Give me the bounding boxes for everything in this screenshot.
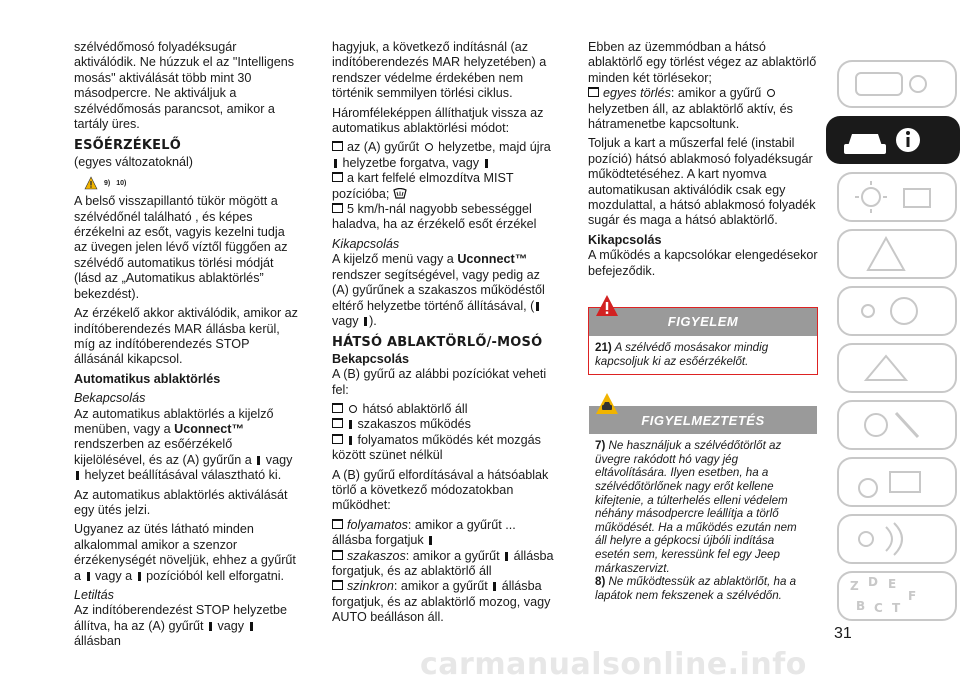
subheading-activation: Bekapcsolás — [74, 391, 146, 406]
page-number: 31 — [834, 625, 852, 642]
bullet-icon — [332, 141, 343, 151]
subheading-deactivation: Kikapcsolás — [332, 236, 400, 251]
paragraph: Az indítóberendezést STOP helyzetbe állítva, ha az (A) gyűrűt vagy állásban — [74, 603, 288, 649]
reference-10: 10) — [116, 179, 127, 187]
knob-icon — [76, 471, 79, 480]
paragraph: A (B) gyűrű az alábbi pozíciókat veheti fel: — [332, 367, 547, 397]
watermark: carmanualsonline.info — [420, 647, 807, 682]
bullet-item: folyamatos működés két mozgás között szünet nélkül — [332, 432, 541, 463]
tab-steering-icon[interactable] — [826, 283, 960, 339]
paragraph: Ugyanez az ütés látható minden alkalommal amikor a szenzor érzékenységét növeljük, ehhez a gyűrűt a vagy a pozícióból kell elforgatni. — [74, 522, 296, 583]
column-2 — [332, 40, 558, 626]
section-title-rain-sensor: ESŐÉRZÉKELŐ — [74, 138, 181, 154]
knob-icon — [364, 317, 367, 326]
knob-icon — [429, 536, 432, 545]
warning-triangle-icon — [595, 294, 619, 318]
paragraph: A kijelző menü vagy a Uconnect™ rendszer segítségével, vagy pedig az (A) gyűrűnek a szakaszos működéstől eltérő helyzetbe történő állításával, ( vagy ). — [332, 252, 545, 328]
index-letter-f: F — [908, 589, 917, 603]
bullet-icon — [332, 434, 343, 444]
column-3 — [588, 40, 818, 609]
paragraph: Az automatikus ablaktörlés a kijelző menüben, vagy a Uconnect™ rendszerben az esőérzékelő kijelölésével, és az (A) gyűrűn a vagy helyzet beállításával választható ki. — [74, 406, 293, 483]
reference-icons — [84, 174, 300, 192]
off-position-icon — [767, 89, 775, 97]
knob-icon — [505, 552, 508, 561]
mist-icon — [393, 188, 407, 199]
bullet-icon — [332, 418, 343, 428]
paragraph: Ebben az üzemmódban a hátsó ablaktörlő egy törlést végez az ablaktörlő minden két törlésekor; — [588, 40, 817, 85]
caution-car-icon — [595, 392, 619, 416]
bullet-icon — [332, 519, 343, 529]
tab-dashboard-icon[interactable] — [826, 55, 960, 111]
knob-icon — [209, 622, 212, 631]
bullet-icon — [332, 403, 343, 413]
knob-icon — [87, 572, 90, 581]
bullet-item: hátsó ablaktörlő áll — [332, 402, 558, 417]
caution-item-8: 8) Ne működtessük az ablaktörlőt, ha a lapátok nem fekszenek a szélvédőn. — [595, 575, 797, 602]
knob-icon — [493, 582, 496, 591]
bullet-item: szakaszos működés — [332, 417, 558, 432]
bullet-item: az (A) gyűrűt helyzetbe, majd újra helyzetbe forgatva, vagy — [332, 140, 558, 171]
paragraph: Az érzékelő akkor aktiválódik, amikor az indítóberendezés MAR állásba kerül, míg az indítóberendezés STOP állásánál kikapcsol. — [74, 306, 298, 367]
tab-index-icon[interactable] — [826, 568, 960, 624]
paragraph: Az automatikus ablaktörlés aktiválását egy ütés jelzi. — [74, 487, 288, 517]
subheading-deactivation: Letiltás — [74, 588, 114, 602]
bullet-icon — [332, 580, 343, 590]
index-letter-b: B — [856, 599, 866, 613]
tab-lights-icon[interactable] — [826, 169, 960, 225]
knob-icon — [334, 159, 337, 168]
section-subtitle: (egyes változatoknál) — [74, 154, 194, 169]
tab-multimedia-icon[interactable] — [826, 511, 960, 567]
knob-icon — [257, 456, 260, 465]
knob-icon — [485, 159, 488, 168]
knob-icon — [138, 572, 141, 581]
tab-vehicle-info-icon[interactable] — [826, 112, 960, 168]
index-letter-d: D — [868, 575, 878, 589]
off-position-icon — [425, 143, 433, 151]
bullet-icon — [332, 550, 343, 560]
paragraph: Háromféleképpen állíthatjuk vissza az automatikus ablaktörlési módot: — [332, 105, 544, 136]
tab-technical-data-icon[interactable] — [826, 454, 960, 510]
index-letter-e: E — [888, 577, 897, 591]
warning-text: 21) A szélvédő mosásakor mindig kapcsoljuk ki az esőérzékelőt. — [595, 341, 769, 368]
off-position-icon — [349, 405, 357, 413]
knob-icon — [536, 302, 539, 311]
index-letter-c: C — [874, 601, 883, 615]
bullet-icon — [332, 172, 343, 182]
bullet-item: a kart felfelé elmozdítva MIST pozícióba; — [332, 171, 514, 201]
warning-title: FIGYELEM — [589, 308, 817, 336]
column-1 — [74, 40, 300, 654]
bullet-item: szinkron: amikor a gyűrűt állásba forgatjuk, és az ablaktörlő mozog, vagy AUTO beálláson áll. — [332, 579, 551, 625]
knob-icon — [349, 436, 352, 445]
reference-9: 9) — [104, 179, 111, 187]
warning-box — [588, 307, 818, 375]
knob-icon — [250, 622, 253, 631]
paragraph: A (B) gyűrű elfordításával a hátsóablak törlő a következő módozatokban működhet: — [332, 467, 549, 513]
warning-car-icon — [84, 176, 98, 190]
bullet-item: egyes törlés: amikor a gyűrű helyzetben áll, az ablaktörlő aktív, és hátramenetbe kapcsoltunk. — [588, 86, 793, 132]
caution-item-7: 7) Ne használjuk a szélvédőtörlőt az üvegre rakódott hó vagy jég eltávolítására. Ilyen esetben, ha a szélvédőtörlőnek nagy erőt kellene kifejtenie, a túlterhelés elleni védelem néhány másodpercre leállítja a törlő működését. Ha a működés ezután nem áll helyre a gépkocsi újbóli indítása esetén sem, keressünk fel egy Jeep márkaszervizt. — [595, 439, 797, 575]
paragraph: A működés a kapcsolókar elengedésekor befejeződik. — [588, 248, 818, 278]
subsection-title: Automatikus ablaktörlés — [74, 371, 221, 386]
bullet-icon — [332, 203, 343, 213]
index-letter-z: Z — [850, 579, 859, 593]
caution-title: FIGYELMEZTETÉS — [589, 406, 817, 434]
paragraph: szélvédőmosó folyadéksugár aktiválódik. Ne húzzuk el az "Intelligens mosás" aktiválását több mint 30 másodpercre. Ne aktiváljuk a szélvédőmosás parancsot, amikor a tartály üres. — [74, 40, 295, 132]
caution-box — [588, 405, 818, 609]
bullet-icon — [588, 87, 599, 97]
tab-emergency-icon[interactable] — [826, 340, 960, 396]
paragraph: hagyjuk, a következő indításnál (az indítóberendezés MAR helyzetében) a rendszer védelme érdekében nem történik semmilyen törlési ciklus. — [332, 40, 547, 101]
index-letter-t: T — [892, 601, 901, 615]
tab-warning-lights-icon[interactable] — [826, 226, 960, 282]
paragraph: A belső visszapillantó tükör mögött a szélvédőnél található , és képes érzékelni az esőt, vagyis kezelni tudja az üvegen jelen lévő víztől függően az szélvédő automatikus törlési módját (lásd az „Automatikus ablaktörlés” bekezdést). — [74, 194, 288, 301]
bullet-item: szakaszos: amikor a gyűrűt állásba forgatjuk, és az ablaktörlő áll — [332, 548, 554, 578]
knob-icon — [349, 420, 352, 429]
paragraph: Toljuk a kart a műszerfal felé (instabil pozíció) hátsó ablakmosó folyadéksugár működtetéséhez. A kart nyomva automatikusan aktiválódik csak egy mozdulattal, a hátsó ablakmosó folyadék sugár és maga a hátsó ablaktörlő. — [588, 136, 816, 228]
section-title-rear-wiper: HÁTSÓ ABLAKTÖRLŐ/-MOSÓ — [332, 335, 543, 351]
subheading-deactivation: Kikapcsolás — [588, 232, 662, 247]
bullet-item: folyamatos: amikor a gyűrűt ... állásba forgatjuk — [332, 517, 516, 548]
tab-maintenance-icon[interactable] — [826, 397, 960, 453]
bullet-item: 5 km/h-nál nagyobb sebességgel haladva, ha az érzékelő esőt érzékel — [332, 202, 537, 232]
subheading-activation: Bekapcsolás — [332, 351, 410, 366]
